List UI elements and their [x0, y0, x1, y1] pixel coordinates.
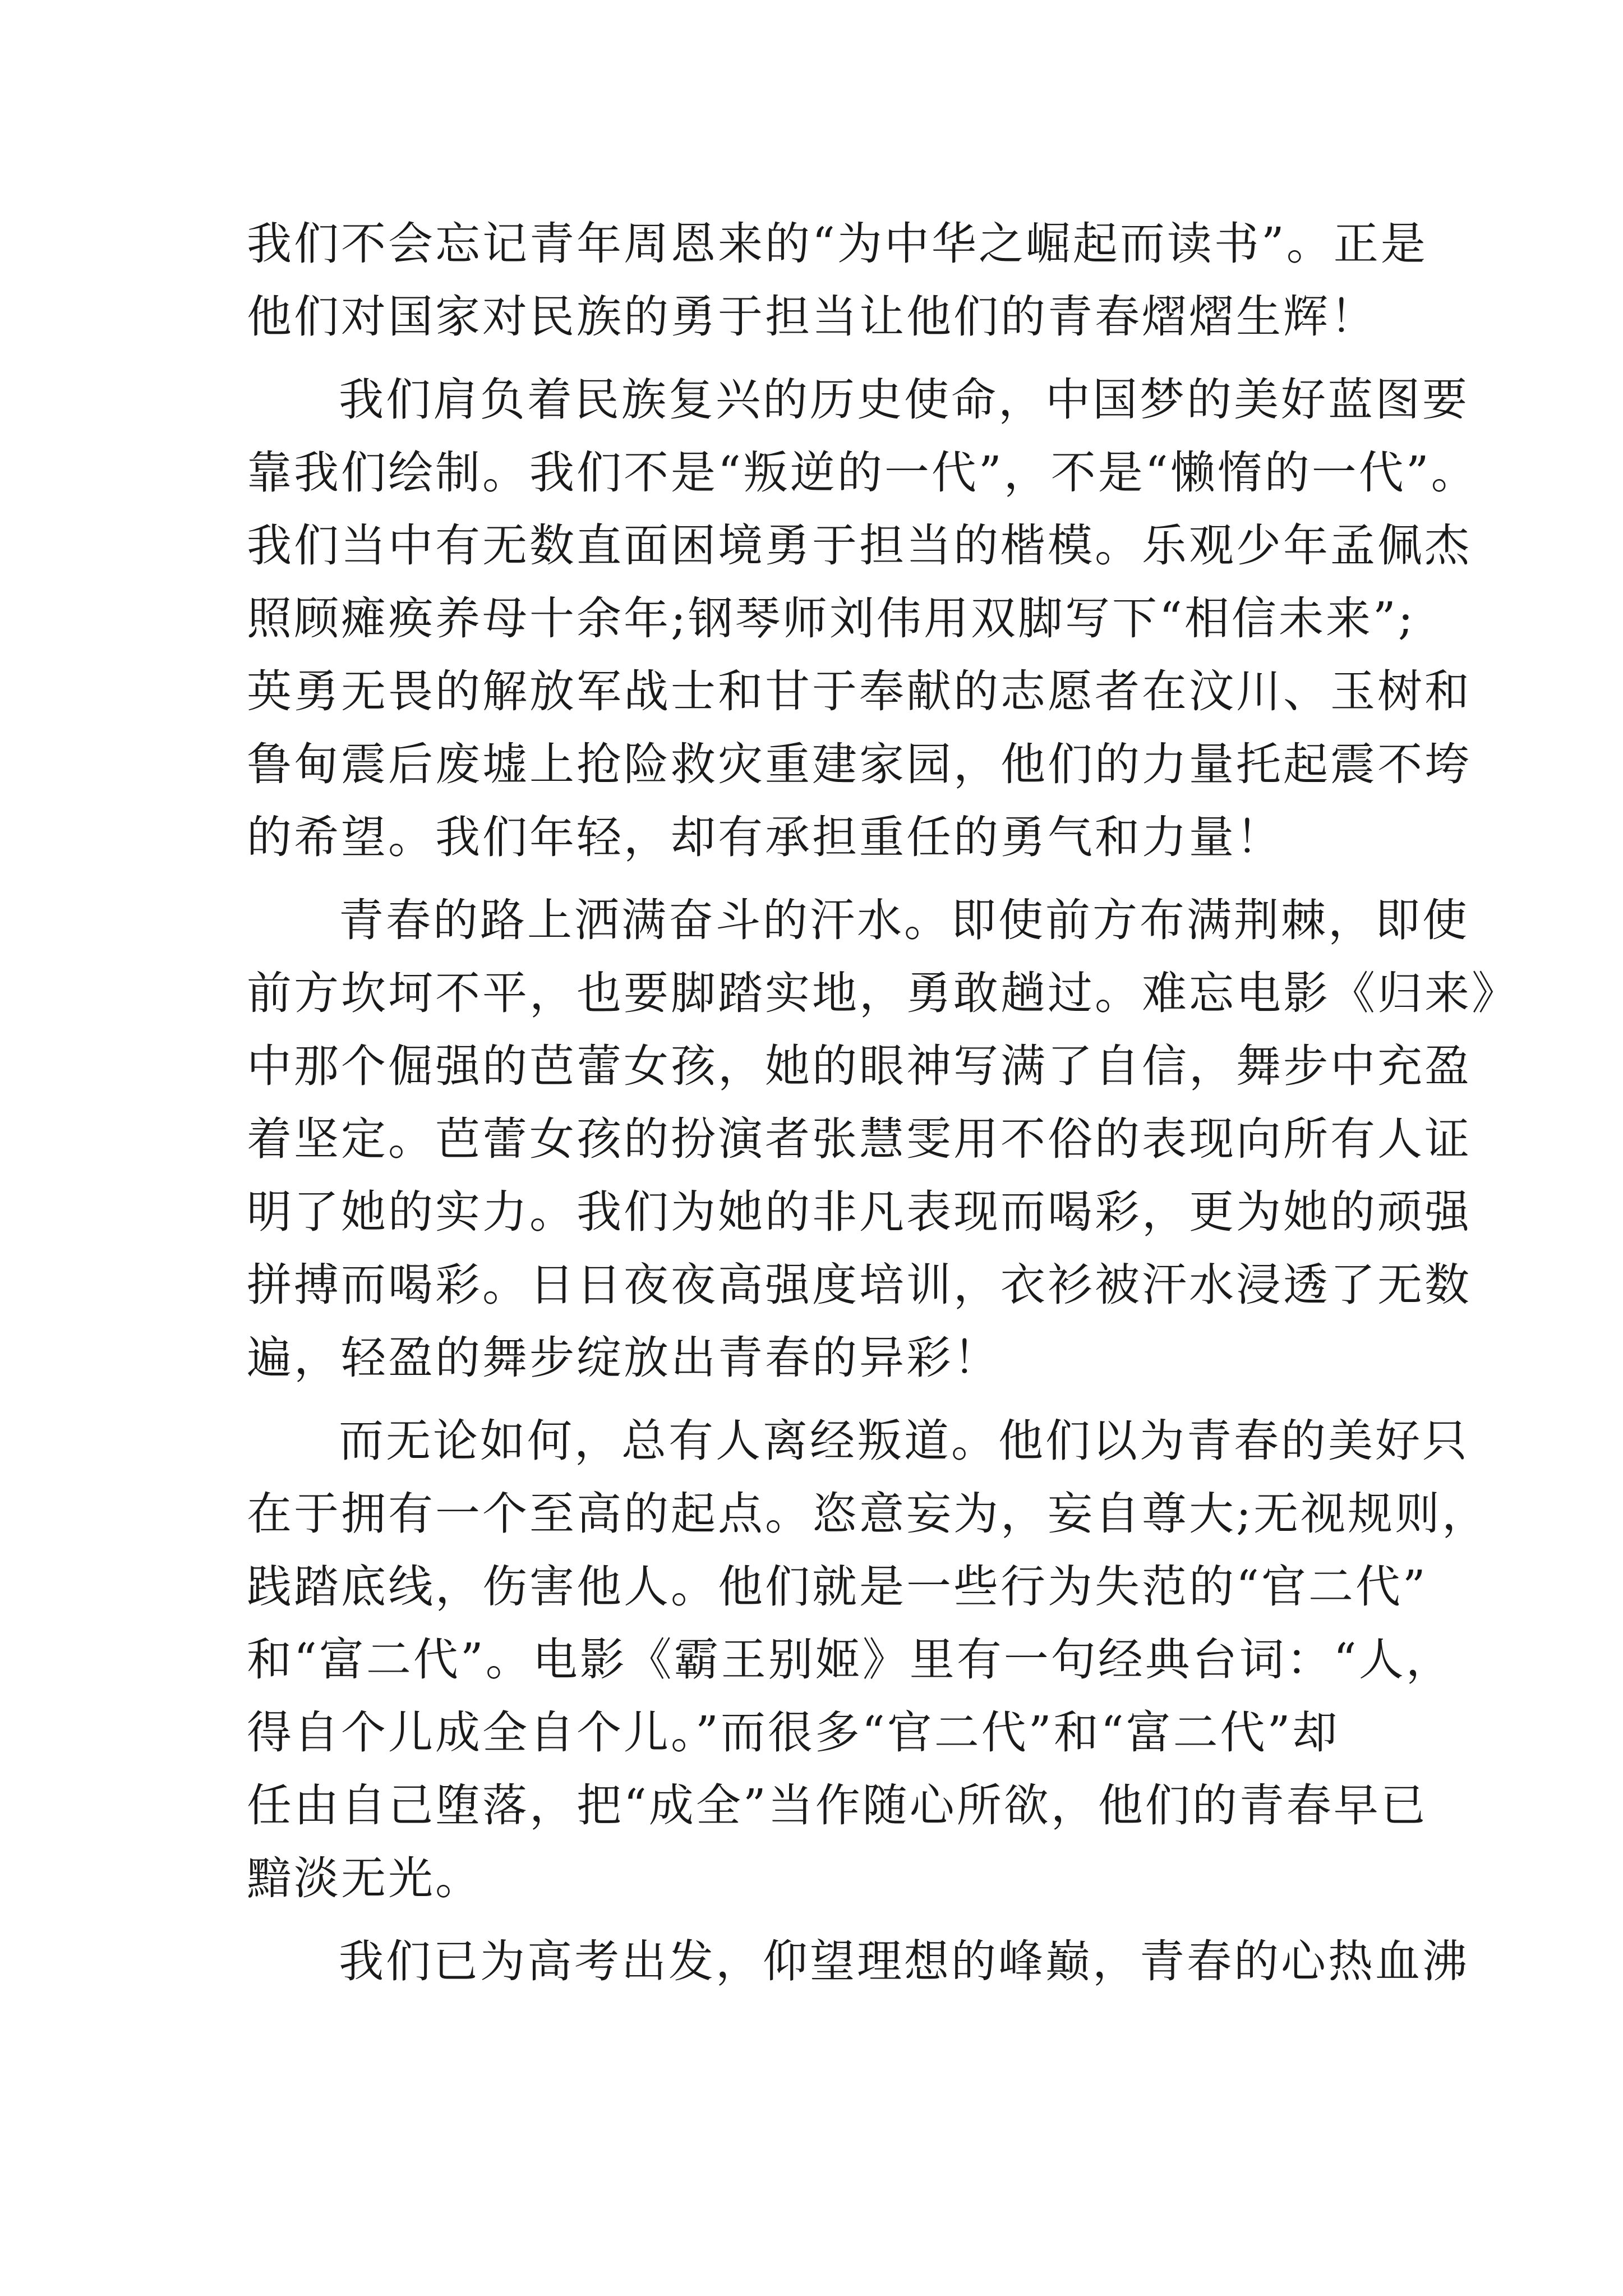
text-line: 任由自己堕落，把“成全”当作随心所欲，他们的青春早已: [247, 1779, 1428, 1832]
text-line: 黯淡无光。: [247, 1852, 482, 1904]
text-line: 在于拥有一个至高的起点。恣意妄为，妄自尊大;无视规则，: [247, 1488, 1489, 1540]
text-line: 照顾瘫痪养母十余年;钢琴师刘伟用双脚写下“相信未来”;: [247, 592, 1415, 645]
text-line: 的希望。我们年轻，却有承担重任的勇气和力量！: [247, 811, 1283, 863]
text-line: 中那个倔强的芭蕾女孩，她的眼神写满了自信，舞步中充盈: [247, 1040, 1472, 1092]
text-line: 着坚定。芭蕾女孩的扮演者张慧雯用不俗的表现向所有人证: [247, 1113, 1472, 1165]
text-line: 他们对国家对民族的勇于担当让他们的青春熠熠生辉！: [247, 291, 1377, 343]
paragraph-first-line: 我们已为高考出发，仰望理想的峰巅，青春的心热血沸: [339, 1935, 1469, 1987]
text-line: 英勇无畏的解放军战士和甘于奉献的志愿者在汶川、玉树和: [247, 665, 1472, 717]
text-line: 得自个儿成全自个儿。”而很多“官二代”和“富二代”却: [247, 1706, 1340, 1759]
text-line: 践踏底线，伤害他人。他们就是一些行为失范的“官二代”: [247, 1561, 1428, 1613]
paragraph-first-line: 青春的路上洒满奋斗的汗水。即使前方布满荆棘，即使: [339, 894, 1469, 946]
text-line: 我们当中有无数直面困境勇于担当的楷模。乐观少年孟佩杰: [247, 519, 1472, 572]
text-line: 靠我们绘制。我们不是“叛逆的一代”，不是“懒惰的一代”。: [247, 447, 1478, 499]
text-line: 明了她的实力。我们为她的非凡表现而喝彩，更为她的顽强: [247, 1186, 1472, 1238]
text-line: 和“富二代”。电影《霸王别姬》里有一句经典台词：“人，: [247, 1634, 1453, 1686]
paragraph-first-line: 而无论如何，总有人离经叛道。他们以为青春的美好只: [339, 1415, 1469, 1467]
text-line: 遍，轻盈的舞步绽放出青春的异彩！: [247, 1332, 1000, 1384]
text-line: 前方坎坷不平，也要脚踏实地，勇敢趟过。难忘电影《归来》: [247, 967, 1519, 1019]
text-line: 拼搏而喝彩。日日夜夜高强度培训，衣衫被汗水浸透了无数: [247, 1259, 1472, 1311]
paragraph-first-line: 我们肩负着民族复兴的历史使命，中国梦的美好蓝图要: [339, 374, 1469, 426]
text-line: 我们不会忘记青年周恩来的“为中华之崛起而读书”。正是: [247, 218, 1428, 270]
essay-body: [247, 208, 1519, 1998]
text-line: 鲁甸震后废墟上抢险救灾重建家园，他们的力量托起震不垮: [247, 738, 1472, 790]
